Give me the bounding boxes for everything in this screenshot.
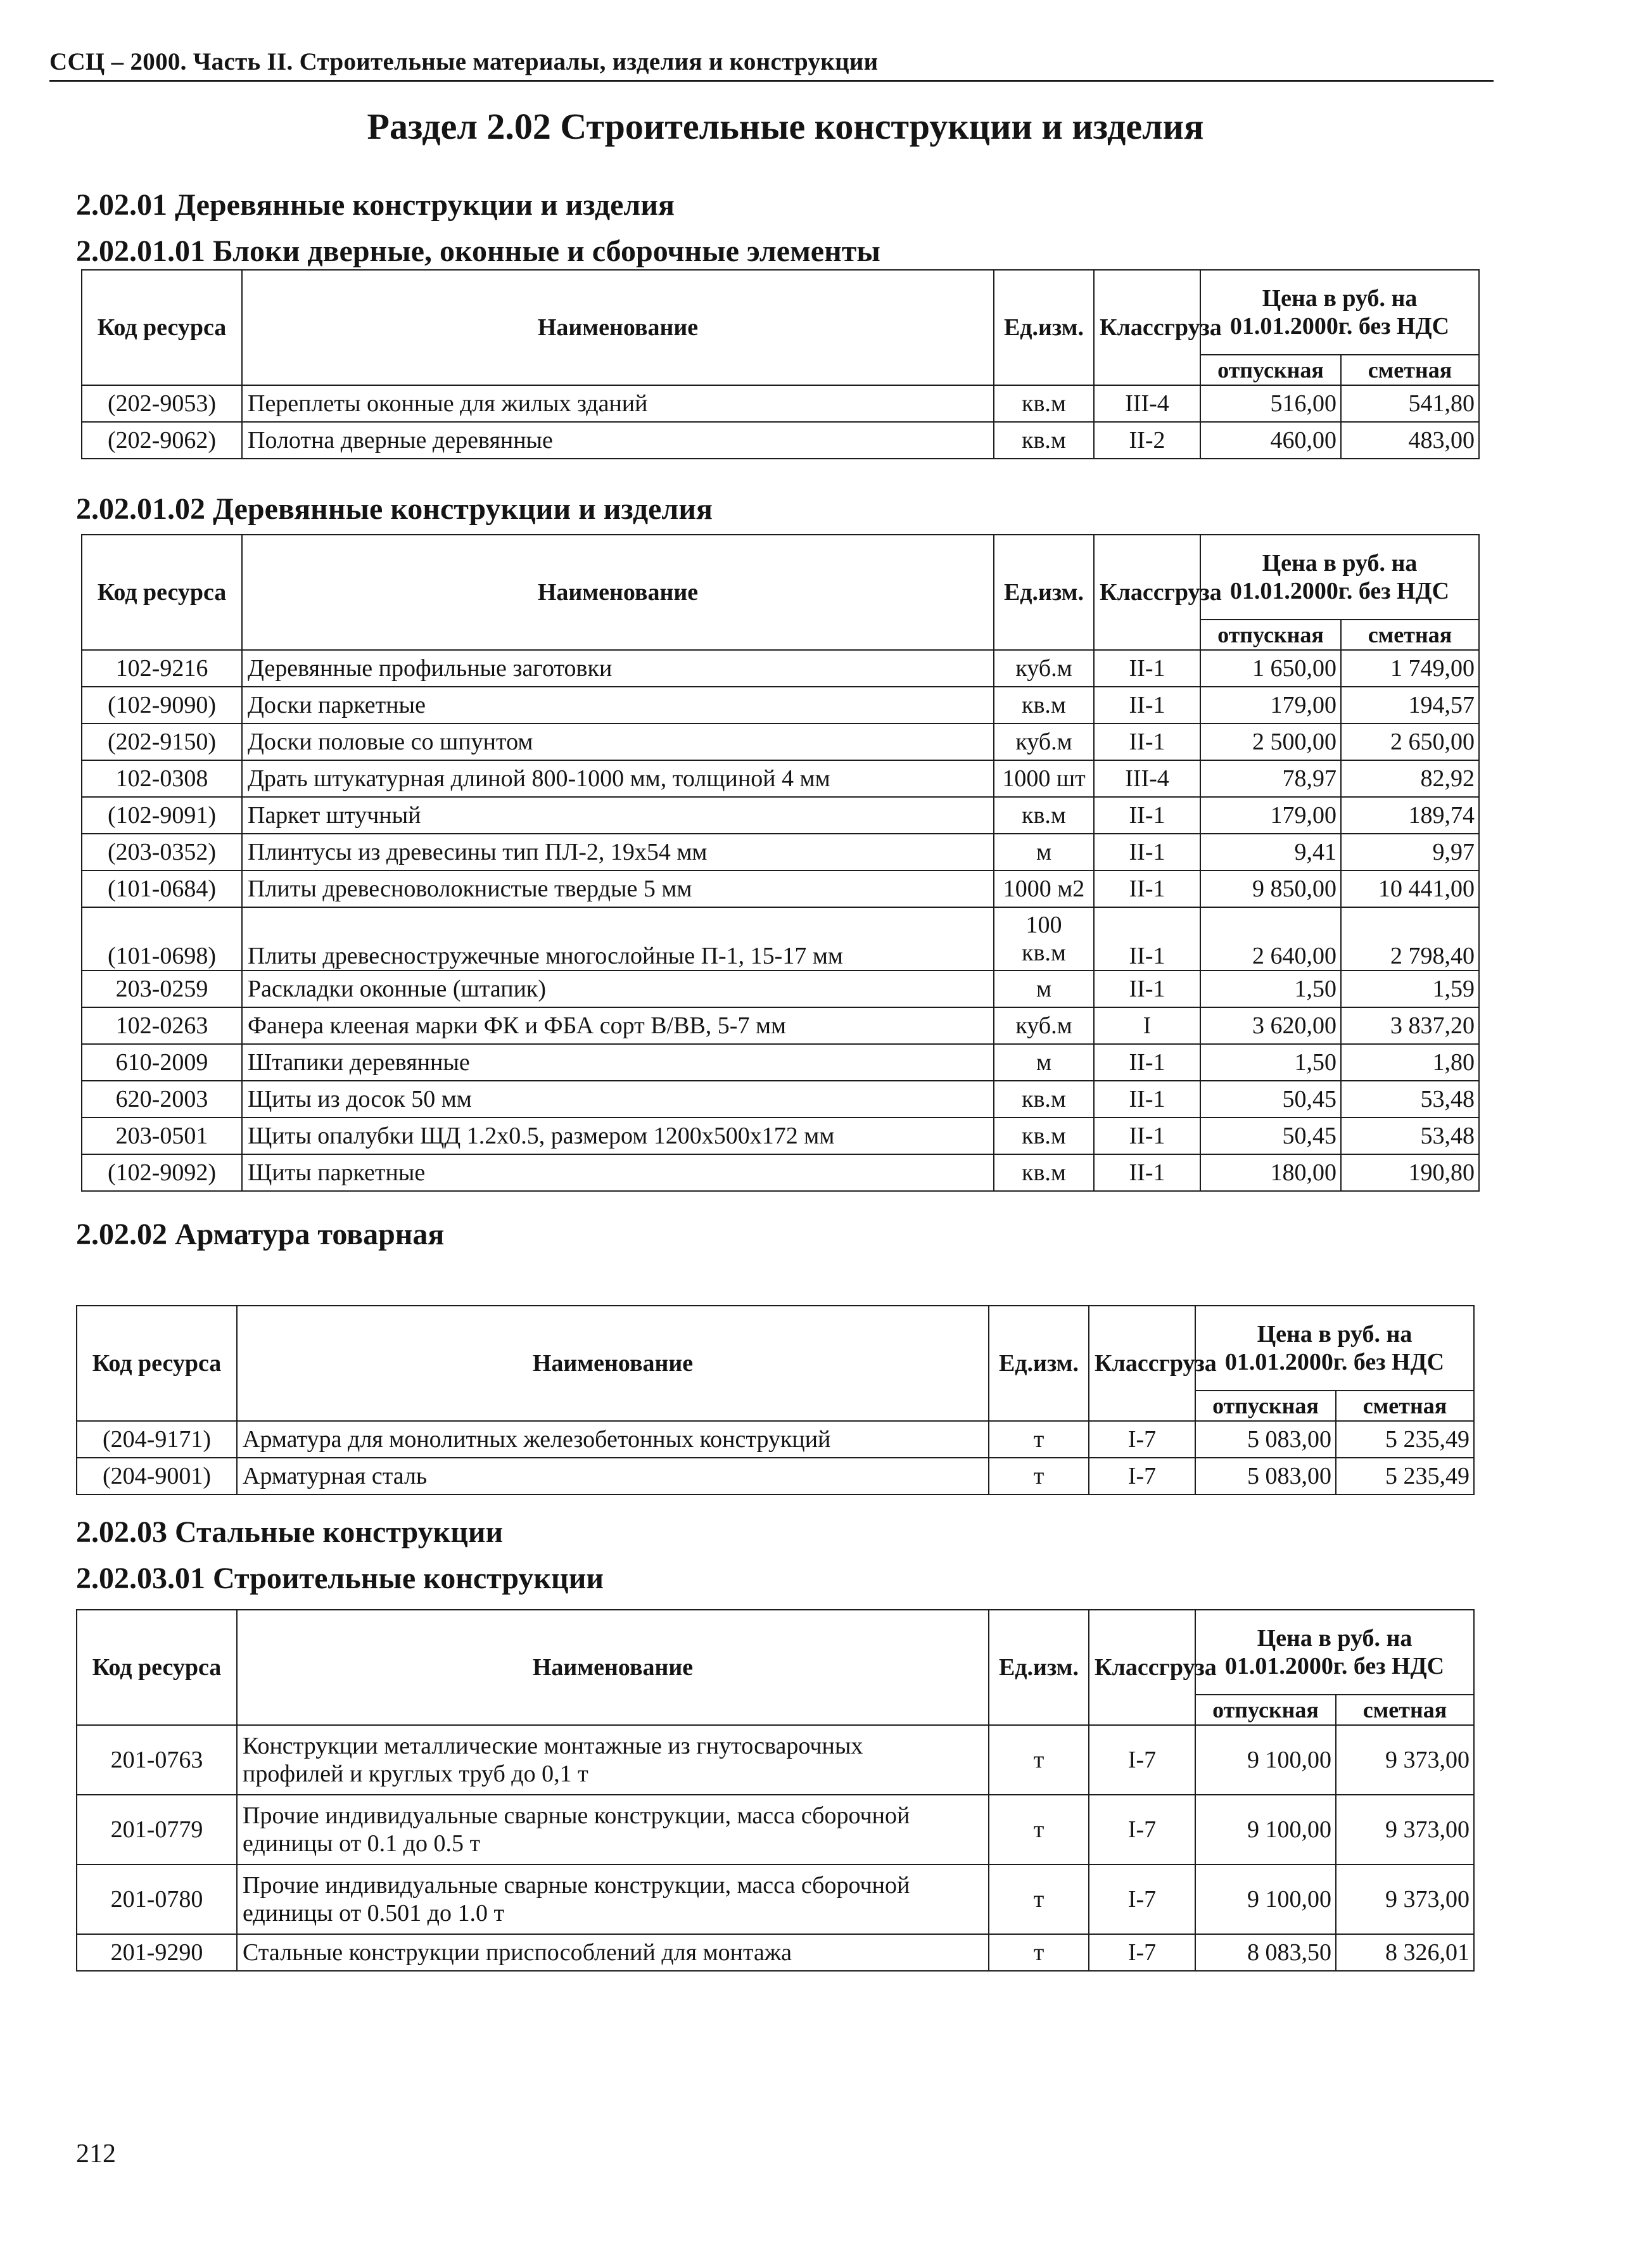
estimate-price: 541,80 xyxy=(1341,385,1479,422)
release-price: 179,00 xyxy=(1200,687,1341,723)
cargo-class: I-7 xyxy=(1089,1421,1195,1458)
unit: кв.м xyxy=(994,385,1094,422)
unit: т xyxy=(989,1934,1089,1971)
resource-code: 201-0779 xyxy=(77,1795,237,1864)
price-table xyxy=(81,269,1480,459)
cargo-class: I xyxy=(1094,1007,1200,1044)
release-price: 9 100,00 xyxy=(1195,1795,1336,1864)
resource-code: (101-0684) xyxy=(82,870,242,907)
table-row xyxy=(82,1154,1479,1191)
release-price: 180,00 xyxy=(1200,1154,1341,1191)
column-header-unit: Ед.изм. xyxy=(994,270,1094,385)
release-price: 50,45 xyxy=(1200,1081,1341,1118)
column-header-price: Цена в руб. на 01.01.2000г. без НДС xyxy=(1200,535,1479,620)
column-header-code: Код ресурса xyxy=(82,535,242,650)
cargo-class: I-7 xyxy=(1089,1725,1195,1795)
estimate-price: 1,59 xyxy=(1341,971,1479,1007)
table-row xyxy=(77,1725,1474,1795)
resource-code: 203-0259 xyxy=(82,971,242,1007)
column-header-release-price: отпускная xyxy=(1195,1391,1336,1421)
cargo-class: III-4 xyxy=(1094,760,1200,797)
table-row xyxy=(77,1421,1474,1458)
resource-code: (204-9001) xyxy=(77,1458,237,1494)
resource-code: 203-0501 xyxy=(82,1118,242,1154)
resource-code: 620-2003 xyxy=(82,1081,242,1118)
resource-code: 102-0263 xyxy=(82,1007,242,1044)
resource-name: Раскладки оконные (штапик) xyxy=(242,971,994,1007)
table-row xyxy=(77,1864,1474,1934)
resource-name: Плиты древесноволокнистые твердые 5 мм xyxy=(242,870,994,907)
resource-name: Конструкции металлические монтажные из гнутосварочных профилей и круглых труб до 0,1 т xyxy=(237,1725,989,1795)
release-price: 460,00 xyxy=(1200,422,1341,459)
cargo-class: II-2 xyxy=(1094,422,1200,459)
cargo-class: II-1 xyxy=(1094,870,1200,907)
table-row xyxy=(77,1934,1474,1971)
subsection-heading: 2.02.03 Стальные конструкции xyxy=(76,1515,504,1549)
column-header-class: Классгруза xyxy=(1094,270,1200,385)
table-row xyxy=(82,650,1479,687)
table-row xyxy=(82,870,1479,907)
resource-code: 102-0308 xyxy=(82,760,242,797)
estimate-price: 9 373,00 xyxy=(1336,1795,1474,1864)
table-row xyxy=(77,1458,1474,1494)
resource-name: Стальные конструкции приспособлений для монтажа xyxy=(237,1934,989,1971)
table-row xyxy=(82,687,1479,723)
cargo-class: II-1 xyxy=(1094,834,1200,870)
price-table xyxy=(81,534,1480,1192)
table-row xyxy=(82,907,1479,971)
resource-name: Плинтусы из древесины тип ПЛ-2, 19х54 мм xyxy=(242,834,994,870)
column-header-class: Классгруза xyxy=(1089,1610,1195,1725)
unit: 1000 м2 xyxy=(994,870,1094,907)
resource-code: (202-9053) xyxy=(82,385,242,422)
subsection-heading: 2.02.01 Деревянные конструкции и изделия xyxy=(76,188,675,222)
estimate-price: 3 837,20 xyxy=(1341,1007,1479,1044)
column-header-estimate-price: сметная xyxy=(1341,355,1479,385)
unit: т xyxy=(989,1864,1089,1934)
release-price: 5 083,00 xyxy=(1195,1458,1336,1494)
cargo-class: I-7 xyxy=(1089,1458,1195,1494)
unit: 1000 шт xyxy=(994,760,1094,797)
cargo-class: III-4 xyxy=(1094,385,1200,422)
section-title: Раздел 2.02 Строительные конструкции и изделия xyxy=(367,106,1204,147)
release-price: 1,50 xyxy=(1200,971,1341,1007)
resource-code: (204-9171) xyxy=(77,1421,237,1458)
column-header-estimate-price: сметная xyxy=(1336,1391,1474,1421)
unit: кв.м xyxy=(994,422,1094,459)
table-row xyxy=(82,797,1479,834)
column-header-price: Цена в руб. на 01.01.2000г. без НДС xyxy=(1195,1610,1474,1695)
estimate-price: 5 235,49 xyxy=(1336,1421,1474,1458)
resource-name: Арматурная сталь xyxy=(237,1458,989,1494)
table-row xyxy=(82,422,1479,459)
table-row xyxy=(82,1081,1479,1118)
release-price: 3 620,00 xyxy=(1200,1007,1341,1044)
column-header-unit: Ед.изм. xyxy=(989,1306,1089,1421)
table-row xyxy=(82,834,1479,870)
price-table xyxy=(76,1609,1475,1972)
price-table xyxy=(76,1305,1475,1495)
cargo-class: I-7 xyxy=(1089,1934,1195,1971)
table-row xyxy=(82,760,1479,797)
cargo-class: II-1 xyxy=(1094,907,1200,971)
resource-code: (101-0698) xyxy=(82,907,242,971)
estimate-price: 1 749,00 xyxy=(1341,650,1479,687)
estimate-price: 189,74 xyxy=(1341,797,1479,834)
unit: кв.м xyxy=(994,797,1094,834)
cargo-class: II-1 xyxy=(1094,797,1200,834)
estimate-price: 2 650,00 xyxy=(1341,723,1479,760)
resource-name: Доски паркетные xyxy=(242,687,994,723)
resource-name: Щиты из досок 50 мм xyxy=(242,1081,994,1118)
unit: кв.м xyxy=(994,1118,1094,1154)
resource-name: Щиты опалубки ЩД 1.2х0.5, размером 1200х500х172 мм xyxy=(242,1118,994,1154)
resource-name: Щиты паркетные xyxy=(242,1154,994,1191)
estimate-price: 9 373,00 xyxy=(1336,1725,1474,1795)
cargo-class: II-1 xyxy=(1094,1044,1200,1081)
release-price: 50,45 xyxy=(1200,1118,1341,1154)
column-header-class: Классгруза xyxy=(1094,535,1200,650)
estimate-price: 9 373,00 xyxy=(1336,1864,1474,1934)
resource-name: Драть штукатурная длиной 800-1000 мм, толщиной 4 мм xyxy=(242,760,994,797)
estimate-price: 1,80 xyxy=(1341,1044,1479,1081)
table-row xyxy=(82,971,1479,1007)
estimate-price: 8 326,01 xyxy=(1336,1934,1474,1971)
table-row xyxy=(77,1795,1474,1864)
release-price: 179,00 xyxy=(1200,797,1341,834)
column-header-estimate-price: сметная xyxy=(1336,1695,1474,1725)
cargo-class: II-1 xyxy=(1094,650,1200,687)
unit: кв.м xyxy=(994,1081,1094,1118)
resource-name: Арматура для монолитных железобетонных конструкций xyxy=(237,1421,989,1458)
column-header-unit: Ед.изм. xyxy=(994,535,1094,650)
release-price: 1 650,00 xyxy=(1200,650,1341,687)
unit: т xyxy=(989,1421,1089,1458)
resource-name: Деревянные профильные заготовки xyxy=(242,650,994,687)
subsection-heading: 2.02.02 Арматура товарная xyxy=(76,1218,445,1251)
release-price: 5 083,00 xyxy=(1195,1421,1336,1458)
page-number: 212 xyxy=(76,2139,116,2169)
column-header-price: Цена в руб. на 01.01.2000г. без НДС xyxy=(1200,270,1479,355)
estimate-price: 483,00 xyxy=(1341,422,1479,459)
cargo-class: II-1 xyxy=(1094,723,1200,760)
resource-name: Паркет штучный xyxy=(242,797,994,834)
resource-code: 201-0780 xyxy=(77,1864,237,1934)
table-row xyxy=(82,385,1479,422)
resource-code: 610-2009 xyxy=(82,1044,242,1081)
resource-name: Переплеты оконные для жилых зданий xyxy=(242,385,994,422)
estimate-price: 194,57 xyxy=(1341,687,1479,723)
resource-code: (202-9150) xyxy=(82,723,242,760)
resource-code: 102-9216 xyxy=(82,650,242,687)
subsection-heading: 2.02.03.01 Строительные конструкции xyxy=(76,1562,604,1595)
cargo-class: II-1 xyxy=(1094,1118,1200,1154)
resource-name: Прочие индивидуальные сварные конструкции, масса сборочной единицы от 0.501 до 1.0 т xyxy=(237,1864,989,1934)
column-header-estimate-price: сметная xyxy=(1341,620,1479,650)
unit: куб.м xyxy=(994,650,1094,687)
resource-code: (202-9062) xyxy=(82,422,242,459)
unit: м xyxy=(994,834,1094,870)
release-price: 8 083,50 xyxy=(1195,1934,1336,1971)
column-header-name: Наименование xyxy=(242,270,994,385)
estimate-price: 82,92 xyxy=(1341,760,1479,797)
column-header-name: Наименование xyxy=(237,1610,989,1725)
unit: м xyxy=(994,1044,1094,1081)
cargo-class: II-1 xyxy=(1094,971,1200,1007)
release-price: 9 100,00 xyxy=(1195,1725,1336,1795)
estimate-price: 10 441,00 xyxy=(1341,870,1479,907)
running-header: ССЦ – 2000. Часть II. Строительные материалы, изделия и конструкции xyxy=(49,48,1494,82)
cargo-class: I-7 xyxy=(1089,1864,1195,1934)
resource-code: 201-0763 xyxy=(77,1725,237,1795)
column-header-release-price: отпускная xyxy=(1200,355,1341,385)
subsection-heading: 2.02.01.01 Блоки дверные, оконные и сборочные элементы xyxy=(76,234,880,268)
resource-name: Штапики деревянные xyxy=(242,1044,994,1081)
table-row xyxy=(82,1118,1479,1154)
release-price: 516,00 xyxy=(1200,385,1341,422)
cargo-class: II-1 xyxy=(1094,1081,1200,1118)
unit: куб.м xyxy=(994,1007,1094,1044)
subsection-heading: 2.02.01.02 Деревянные конструкции и изделия xyxy=(76,492,713,526)
cargo-class: I-7 xyxy=(1089,1795,1195,1864)
release-price: 9 850,00 xyxy=(1200,870,1341,907)
resource-name: Полотна дверные деревянные xyxy=(242,422,994,459)
resource-name: Плиты древесностружечные многослойные П-1, 15-17 мм xyxy=(242,907,994,971)
estimate-price: 9,97 xyxy=(1341,834,1479,870)
column-header-code: Код ресурса xyxy=(82,270,242,385)
resource-code: (203-0352) xyxy=(82,834,242,870)
table-row xyxy=(82,1007,1479,1044)
column-header-release-price: отпускная xyxy=(1200,620,1341,650)
resource-code: (102-9090) xyxy=(82,687,242,723)
resource-code: 201-9290 xyxy=(77,1934,237,1971)
table-row xyxy=(82,723,1479,760)
unit: куб.м xyxy=(994,723,1094,760)
unit: т xyxy=(989,1795,1089,1864)
cargo-class: II-1 xyxy=(1094,1154,1200,1191)
column-header-code: Код ресурса xyxy=(77,1610,237,1725)
cargo-class: II-1 xyxy=(1094,687,1200,723)
column-header-name: Наименование xyxy=(242,535,994,650)
unit: т xyxy=(989,1725,1089,1795)
estimate-price: 2 798,40 xyxy=(1341,907,1479,971)
table-row xyxy=(82,1044,1479,1081)
column-header-price: Цена в руб. на 01.01.2000г. без НДС xyxy=(1195,1306,1474,1391)
estimate-price: 53,48 xyxy=(1341,1118,1479,1154)
unit: м xyxy=(994,971,1094,1007)
resource-name: Доски половые со шпунтом xyxy=(242,723,994,760)
estimate-price: 5 235,49 xyxy=(1336,1458,1474,1494)
unit: 100 кв.м xyxy=(994,907,1094,971)
resource-code: (102-9091) xyxy=(82,797,242,834)
unit: кв.м xyxy=(994,687,1094,723)
column-header-class: Классгруза xyxy=(1089,1306,1195,1421)
release-price: 2 500,00 xyxy=(1200,723,1341,760)
estimate-price: 53,48 xyxy=(1341,1081,1479,1118)
release-price: 2 640,00 xyxy=(1200,907,1341,971)
estimate-price: 190,80 xyxy=(1341,1154,1479,1191)
resource-name: Прочие индивидуальные сварные конструкции, масса сборочной единицы от 0.1 до 0.5 т xyxy=(237,1795,989,1864)
release-price: 1,50 xyxy=(1200,1044,1341,1081)
resource-code: (102-9092) xyxy=(82,1154,242,1191)
resource-name: Фанера клееная марки ФК и ФБА сорт В/ВВ, 5-7 мм xyxy=(242,1007,994,1044)
unit: т xyxy=(989,1458,1089,1494)
release-price: 9,41 xyxy=(1200,834,1341,870)
column-header-code: Код ресурса xyxy=(77,1306,237,1421)
unit: кв.м xyxy=(994,1154,1094,1191)
column-header-release-price: отпускная xyxy=(1195,1695,1336,1725)
column-header-name: Наименование xyxy=(237,1306,989,1421)
column-header-unit: Ед.изм. xyxy=(989,1610,1089,1725)
release-price: 9 100,00 xyxy=(1195,1864,1336,1934)
release-price: 78,97 xyxy=(1200,760,1341,797)
